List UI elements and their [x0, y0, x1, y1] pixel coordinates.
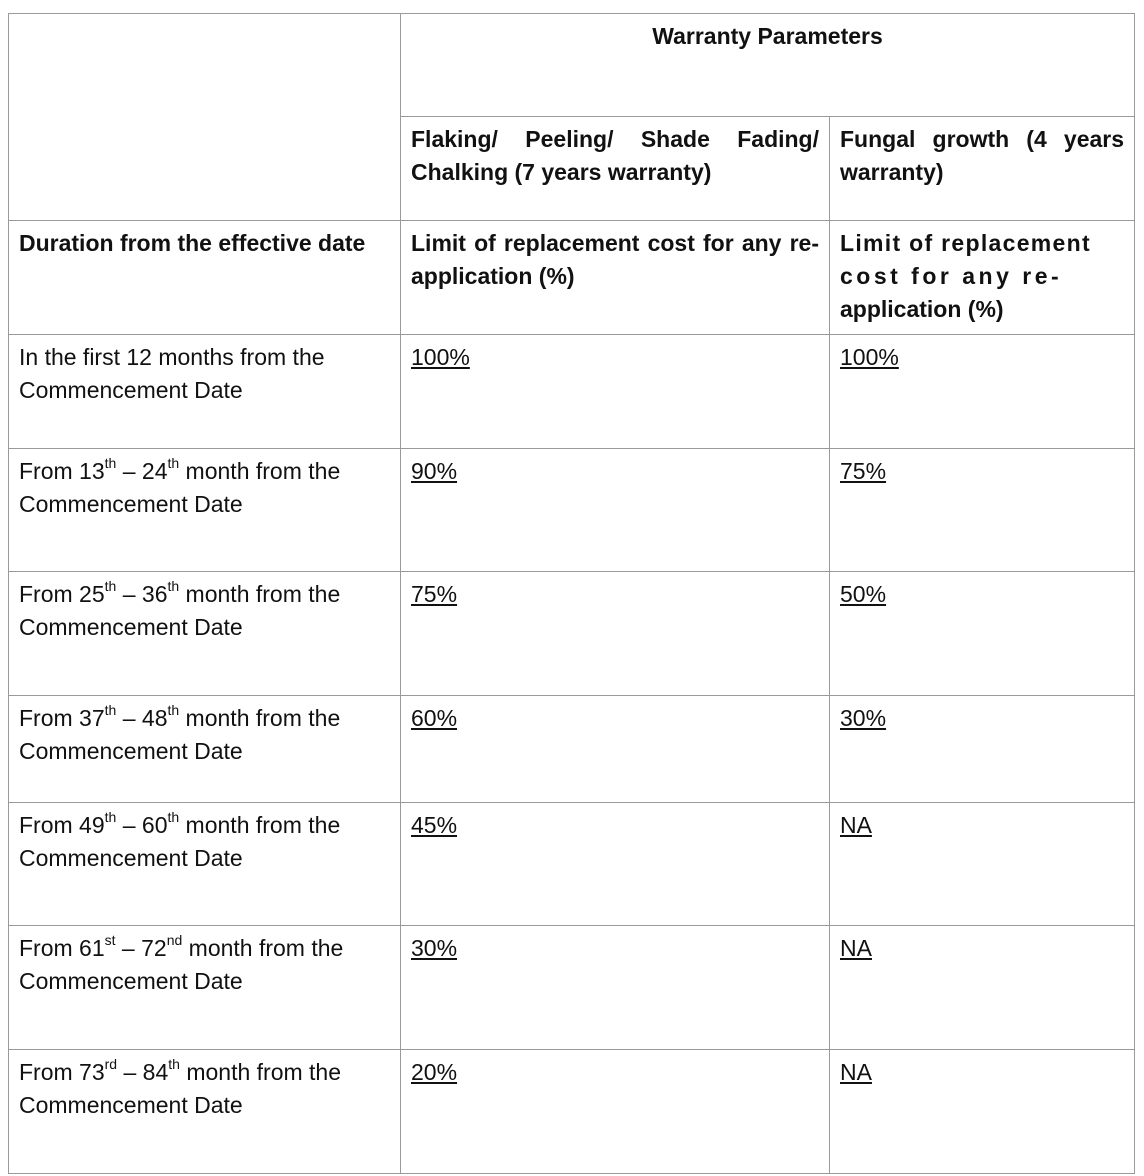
- flaking-value: 90%: [411, 458, 458, 484]
- fungal-value: NA: [840, 1059, 872, 1085]
- fungal-value: NA: [840, 935, 872, 961]
- flaking-subheader-cell: [401, 221, 830, 335]
- flaking-value-cell: [401, 1050, 830, 1174]
- duration-text-line2: Commencement Date: [19, 491, 243, 517]
- duration-text: From 73rd – 84th month from the: [19, 1056, 342, 1085]
- fungal-value-cell: [830, 572, 1135, 696]
- fungal-value-cell: [830, 449, 1135, 572]
- fungal-value-cell: [830, 926, 1135, 1050]
- flaking-header-label: Flaking/ Peeling/ Shade Fading/ Chalking (7 years warranty): [411, 126, 819, 185]
- flaking-value: 60%: [411, 705, 458, 731]
- fungal-value: NA: [840, 812, 872, 838]
- flaking-value: 100%: [411, 344, 470, 370]
- duration-text-line2: Commencement Date: [19, 1092, 243, 1118]
- fungal-value-cell: [830, 803, 1135, 926]
- duration-header-label: Duration from the effective date: [19, 230, 366, 256]
- duration-cell: [9, 1050, 401, 1174]
- fungal-value-cell: [830, 335, 1135, 449]
- duration-text: In the first 12 months from the: [19, 344, 325, 370]
- flaking-value-cell: [401, 572, 830, 696]
- duration-text-line2: Commencement Date: [19, 614, 243, 640]
- fungal-subheader-line2: cost for any re-: [840, 263, 1063, 289]
- duration-text-line2: Commencement Date: [19, 377, 243, 403]
- duration-text: From 61st – 72nd month from the: [19, 932, 344, 961]
- duration-cell: [9, 335, 401, 449]
- table-row: [9, 926, 1135, 1050]
- duration-cell: [9, 803, 401, 926]
- duration-text: From 25th – 36th month from the: [19, 578, 341, 607]
- fungal-value-cell: [830, 696, 1135, 803]
- flaking-subheader-label: Limit of replacement cost for any re-application (%): [411, 230, 819, 289]
- duration-cell: [9, 926, 401, 1050]
- flaking-header-cell: [401, 117, 830, 221]
- fungal-value-cell: [830, 1050, 1135, 1174]
- table-row: [9, 1050, 1135, 1174]
- duration-text: From 49th – 60th month from the: [19, 809, 341, 838]
- duration-text-line2: Commencement Date: [19, 845, 243, 871]
- flaking-value: 30%: [411, 935, 458, 961]
- duration-text-line2: Commencement Date: [19, 738, 243, 764]
- fungal-value: 100%: [840, 344, 899, 370]
- fungal-subheader-cell: [830, 221, 1135, 335]
- fungal-header-label: Fungal growth (4 years warranty): [840, 126, 1125, 185]
- flaking-value: 20%: [411, 1059, 458, 1085]
- duration-header-cell: [9, 221, 401, 335]
- flaking-value: 75%: [411, 581, 458, 607]
- fungal-value: 75%: [840, 458, 887, 484]
- duration-cell: [9, 449, 401, 572]
- flaking-value-cell: [401, 803, 830, 926]
- fungal-subheader-line3: application (%): [840, 296, 1004, 322]
- group-header-cell: [401, 14, 1135, 117]
- fungal-header-cell: [830, 117, 1135, 221]
- fungal-value: 50%: [840, 581, 887, 607]
- table-row: [9, 449, 1135, 572]
- flaking-value-cell: [401, 335, 830, 449]
- flaking-value-cell: [401, 449, 830, 572]
- duration-cell: [9, 696, 401, 803]
- warranty-parameters-heading: Warranty Parameters: [652, 23, 883, 49]
- blank-corner-cell: [9, 14, 401, 221]
- flaking-value-cell: [401, 696, 830, 803]
- table-row: [9, 335, 1135, 449]
- header-row-group: [9, 14, 1135, 117]
- duration-text: From 13th – 24th month from the: [19, 455, 341, 484]
- duration-cell: [9, 572, 401, 696]
- duration-text: From 37th – 48th month from the: [19, 702, 341, 731]
- flaking-value: 45%: [411, 812, 458, 838]
- fungal-value: 30%: [840, 705, 887, 731]
- table-row: [9, 803, 1135, 926]
- warranty-table: [8, 13, 1135, 1174]
- fungal-subheader-line1: Limit of replacement: [840, 230, 1091, 256]
- flaking-value-cell: [401, 926, 830, 1050]
- table-row: [9, 572, 1135, 696]
- table-row: [9, 696, 1135, 803]
- duration-text-line2: Commencement Date: [19, 968, 243, 994]
- header-row-columns: [9, 221, 1135, 335]
